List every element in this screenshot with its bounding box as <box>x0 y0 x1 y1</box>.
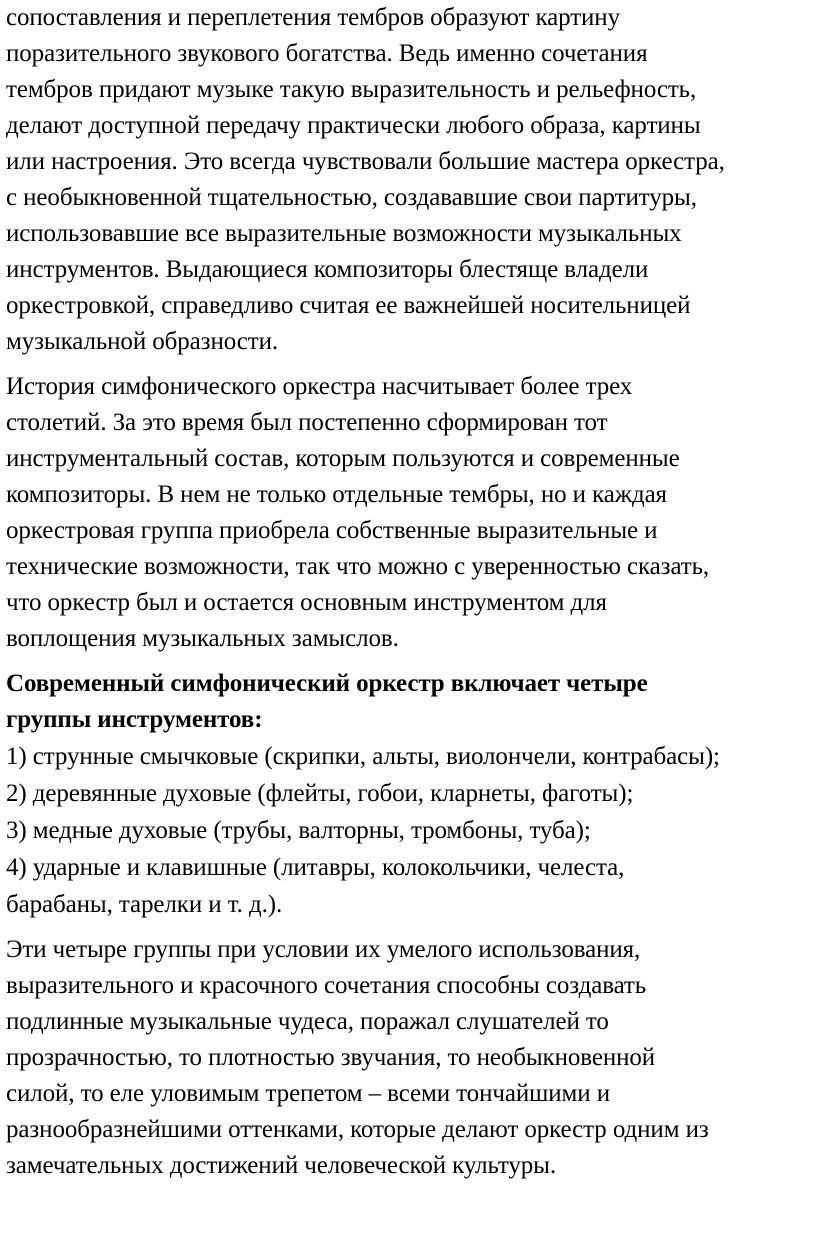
heading-line: Современный симфонический оркестр включает четыре <box>6 670 648 697</box>
text-line: столетий. За это время был постепенно сформирован тот <box>6 409 608 436</box>
instrument-groups-list <box>6 738 814 923</box>
text-line: поразительного звукового богатства. Ведь именно сочетания <box>6 40 648 67</box>
text-line: что оркестр был и остается основным инструментом для <box>6 589 607 616</box>
text-line: музыкальной образности. <box>6 328 279 355</box>
text-line: разнообразнейшими оттенками, которые делают оркестр одним из <box>6 1116 709 1143</box>
text-line: История симфонического оркестра насчитывает более трех <box>6 373 633 400</box>
heading-line: группы инструментов: <box>6 706 263 733</box>
paragraph-timbres <box>6 0 814 360</box>
text-line: композиторы. В нем не только отдельные тембры, но и каждая <box>6 481 667 508</box>
paragraph-closing <box>6 932 814 1184</box>
text-line: использовавшие все выразительные возможности музыкальных <box>6 220 682 247</box>
list-item: 2) деревянные духовые (флейты, гобои, кларнеты, фаготы); <box>6 780 634 807</box>
text-line: сопоставления и переплетения тембров образуют картину <box>6 4 620 31</box>
text-line: силой, то еле уловимым трепетом – всеми тончайшими и <box>6 1080 610 1107</box>
text-line: делают доступной передачу практически любого образа, картины <box>6 112 701 139</box>
text-line: прозрачностью, то плотностью звучания, то необыкновенной <box>6 1044 656 1071</box>
text-line: тембров придают музыке такую выразительность и рельефность, <box>6 76 697 103</box>
text-line: Эти четыре группы при условии их умелого использования, <box>6 936 641 963</box>
text-line: подлинные музыкальные чудеса, поражал слушателей то <box>6 1008 609 1035</box>
list-item: 3) медные духовые (трубы, валторны, тромбоны, туба); <box>6 817 591 844</box>
list-item: 4) ударные и клавишные (литавры, колокольчики, челеста, <box>6 854 625 881</box>
text-line: воплощения музыкальных замыслов. <box>6 625 399 652</box>
text-line: инструментальный состав, которым пользуются и современные <box>6 445 680 472</box>
paragraph-history <box>6 369 814 657</box>
list-item: 1) струнные смычковые (скрипки, альты, виолончели, контрабасы); <box>6 743 720 770</box>
instrument-groups-section <box>6 666 814 923</box>
text-line: или настроения. Это всегда чувствовали большие мастера оркестра, <box>6 148 725 175</box>
text-line: с необыкновенной тщательностью, создававшие свои партитуры, <box>6 184 697 211</box>
text-line: оркестровкой, справедливо считая ее важнейшей носительницей <box>6 292 691 319</box>
text-line: выразительного и красочного сочетания способны создавать <box>6 972 647 999</box>
section-heading <box>6 666 814 738</box>
text-line: оркестровая группа приобрела собственные выразительные и <box>6 517 658 544</box>
text-line: инструментов. Выдающиеся композиторы блестяще владели <box>6 256 649 283</box>
list-item-continuation: барабаны, тарелки и т. д.). <box>6 891 283 918</box>
text-line: технические возможности, так что можно с уверенностью сказать, <box>6 553 710 580</box>
text-line: замечательных достижений человеческой культуры. <box>6 1152 557 1179</box>
